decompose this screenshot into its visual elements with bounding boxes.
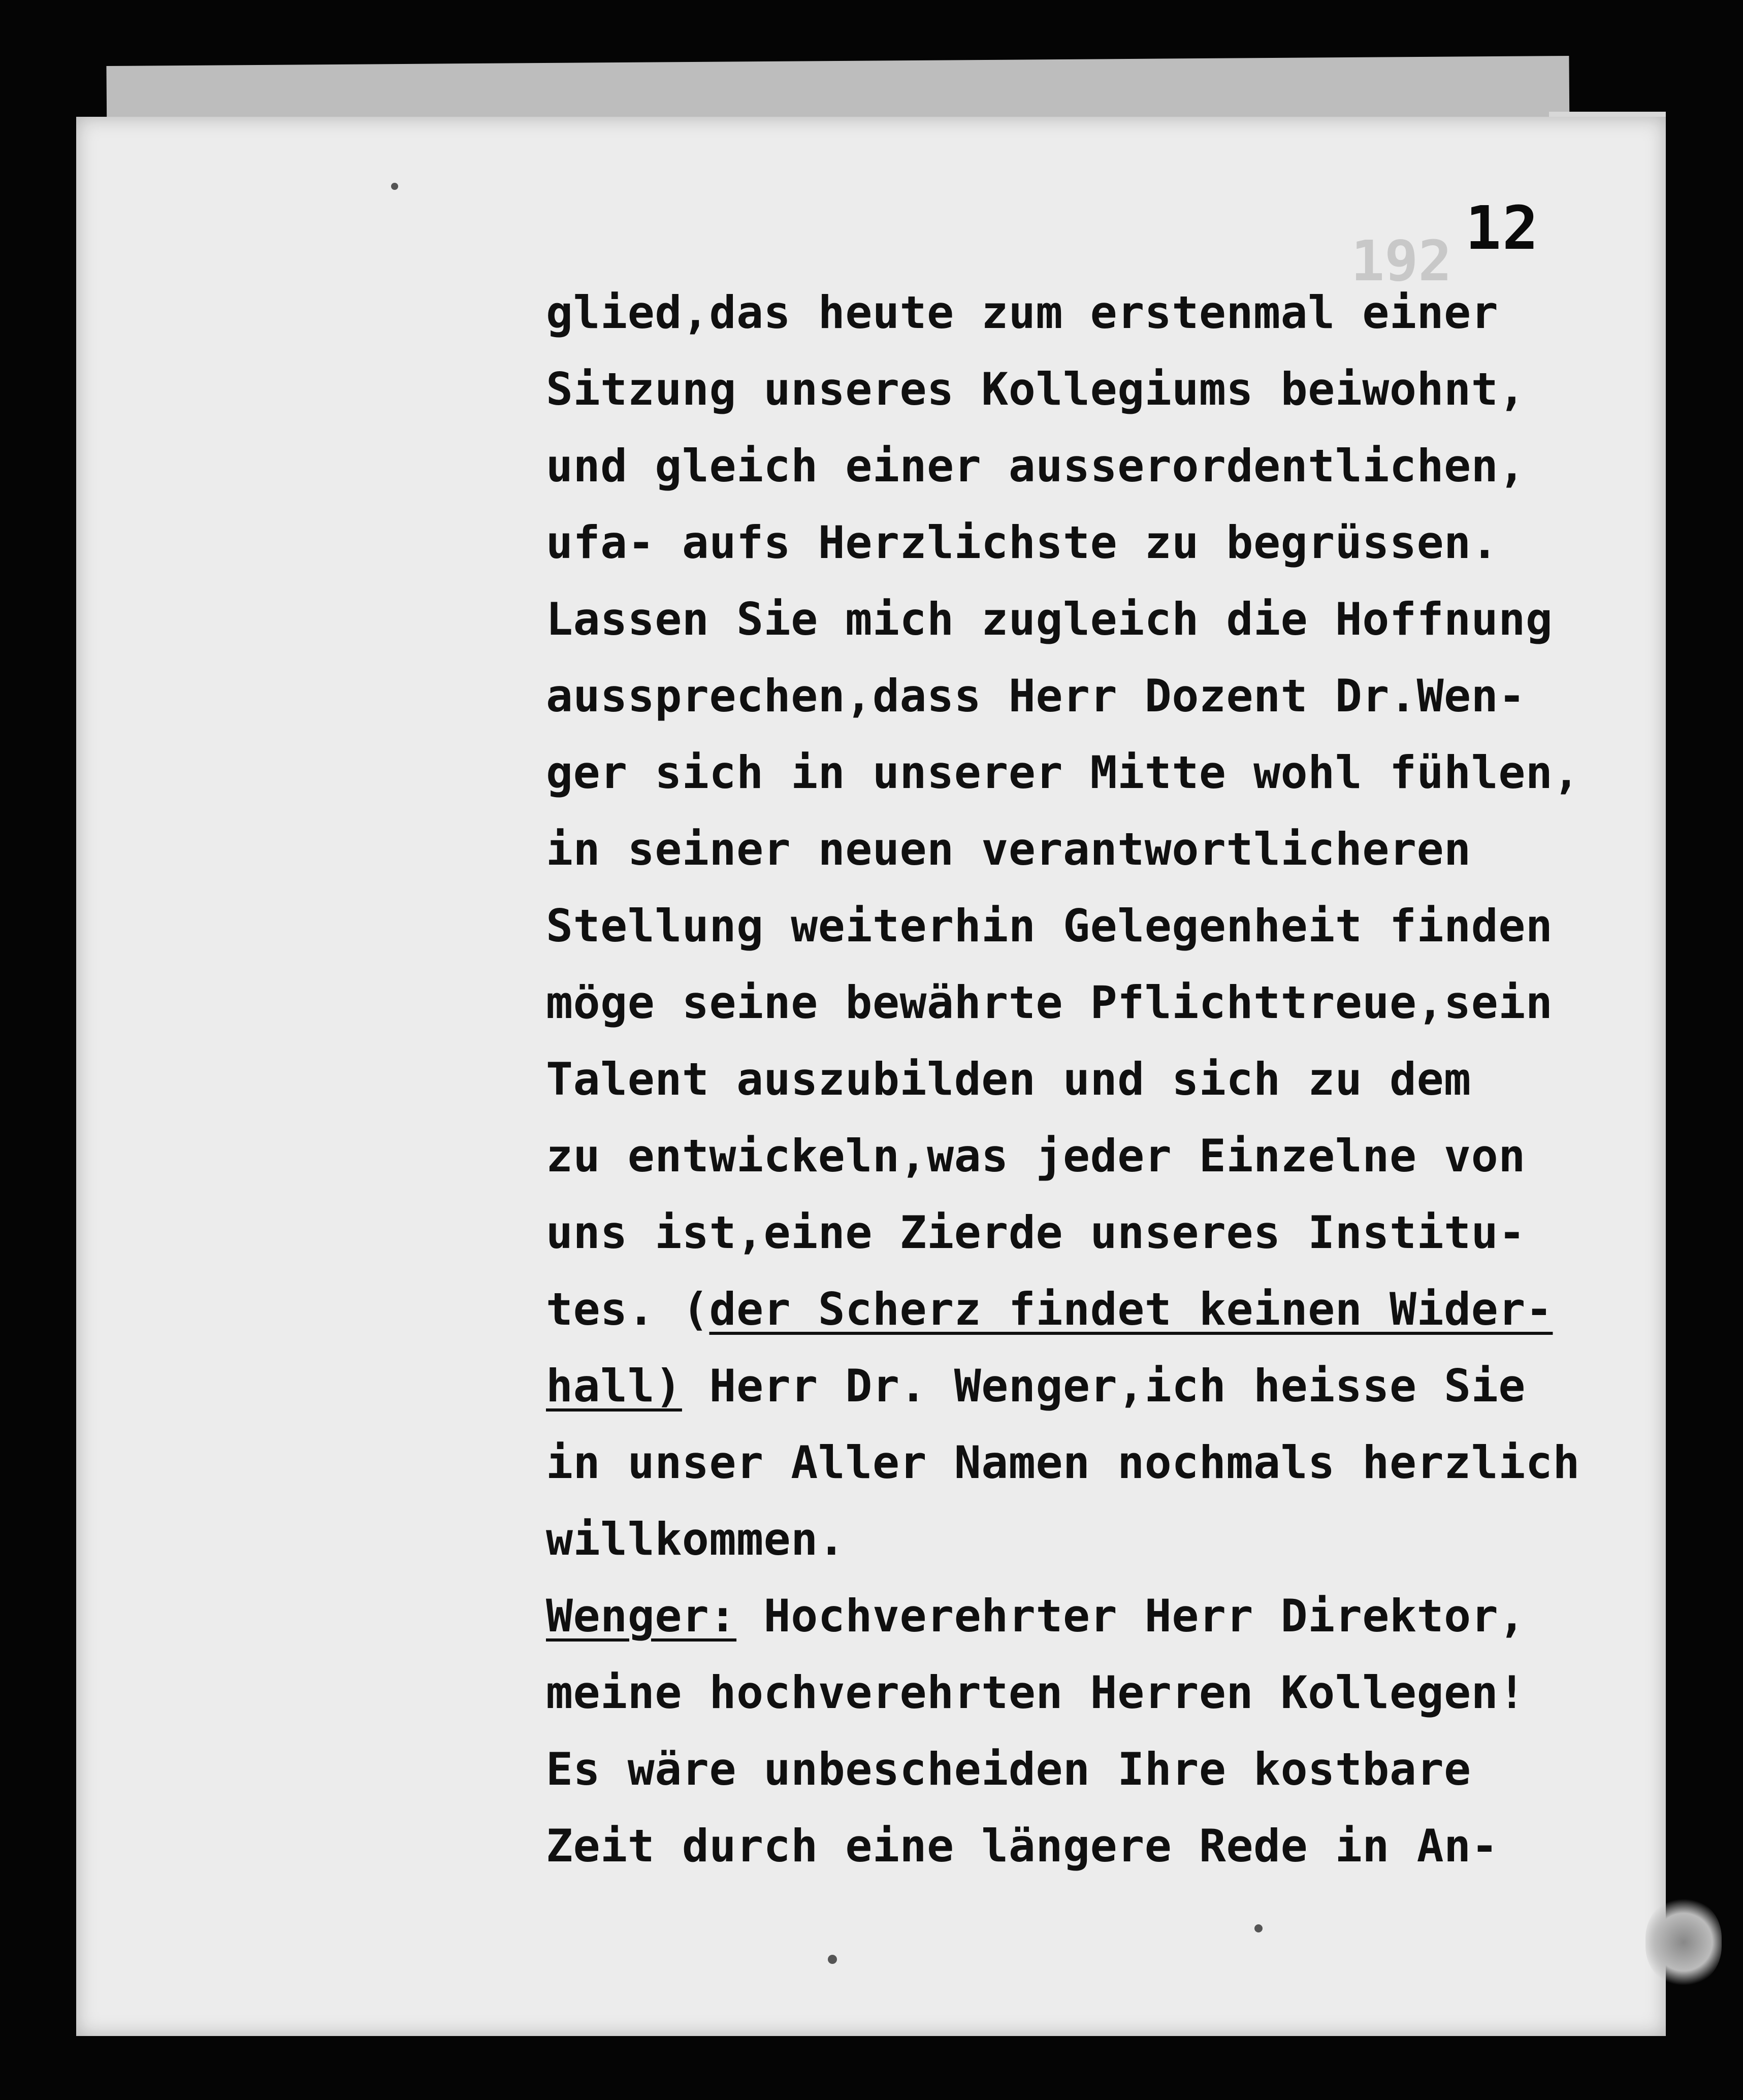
smudge-mark bbox=[1645, 1899, 1722, 1985]
text-line bbox=[546, 1348, 1592, 1424]
text-line: Lassen Sie mich zugleich die Hoffnung bbox=[546, 593, 1553, 645]
text-line: zu entwickeln,was jeder Einzelne von bbox=[546, 1130, 1526, 1182]
text-line: willkommen. bbox=[546, 1513, 846, 1565]
text-segment: Herr Dr. Wenger,ich heisse Sie bbox=[682, 1360, 1526, 1412]
speck bbox=[391, 183, 398, 190]
bleed-through-page-number: 192 bbox=[1351, 228, 1452, 293]
text-line: ufa- aufs Herzlichste zu begrüssen. bbox=[546, 516, 1499, 569]
text-line: aussprechen,dass Herr Dozent Dr.Wen- bbox=[546, 670, 1526, 722]
text-line: in unser Aller Namen nochmals herzlich bbox=[546, 1436, 1580, 1489]
text-segment: tes. ( bbox=[546, 1283, 709, 1335]
underlined-stage-direction: der Scherz findet keinen Wider- bbox=[709, 1283, 1553, 1335]
text-line: möge seine bewährte Pflichttreue,sein bbox=[546, 976, 1553, 1029]
text-segment: Hochverehrter Herr Direktor, bbox=[736, 1590, 1526, 1642]
speck bbox=[828, 1955, 837, 1964]
page-number: 12 bbox=[1465, 193, 1540, 263]
text-line bbox=[546, 1578, 1592, 1654]
speaker-name: Wenger: bbox=[546, 1590, 737, 1642]
text-line bbox=[546, 1271, 1592, 1348]
text-line: uns ist,eine Zierde unseres Institu- bbox=[546, 1206, 1526, 1259]
text-line: ger sich in unserer Mitte wohl fühlen, bbox=[546, 746, 1580, 799]
text-line: Sitzung unseres Kollegiums beiwohnt, bbox=[546, 363, 1526, 415]
text-line: Zeit durch eine längere Rede in An- bbox=[546, 1820, 1499, 1872]
text-line: Stellung weiterhin Gelegenheit finden bbox=[546, 900, 1553, 952]
text-line: glied,das heute zum erstenmal einer bbox=[546, 286, 1499, 339]
text-line: Talent auszubilden und sich zu dem bbox=[546, 1053, 1471, 1105]
text-line: meine hochverehrten Herren Kollegen! bbox=[546, 1666, 1526, 1719]
typewritten-text bbox=[546, 274, 1592, 1884]
speck bbox=[1254, 1924, 1263, 1932]
text-line: in seiner neuen verantwortlicheren bbox=[546, 823, 1471, 875]
underlined-stage-direction: hall) bbox=[546, 1360, 682, 1412]
text-line: und gleich einer ausserordentlichen, bbox=[546, 440, 1526, 492]
text-line: Es wäre unbescheiden Ihre kostbare bbox=[546, 1743, 1471, 1795]
